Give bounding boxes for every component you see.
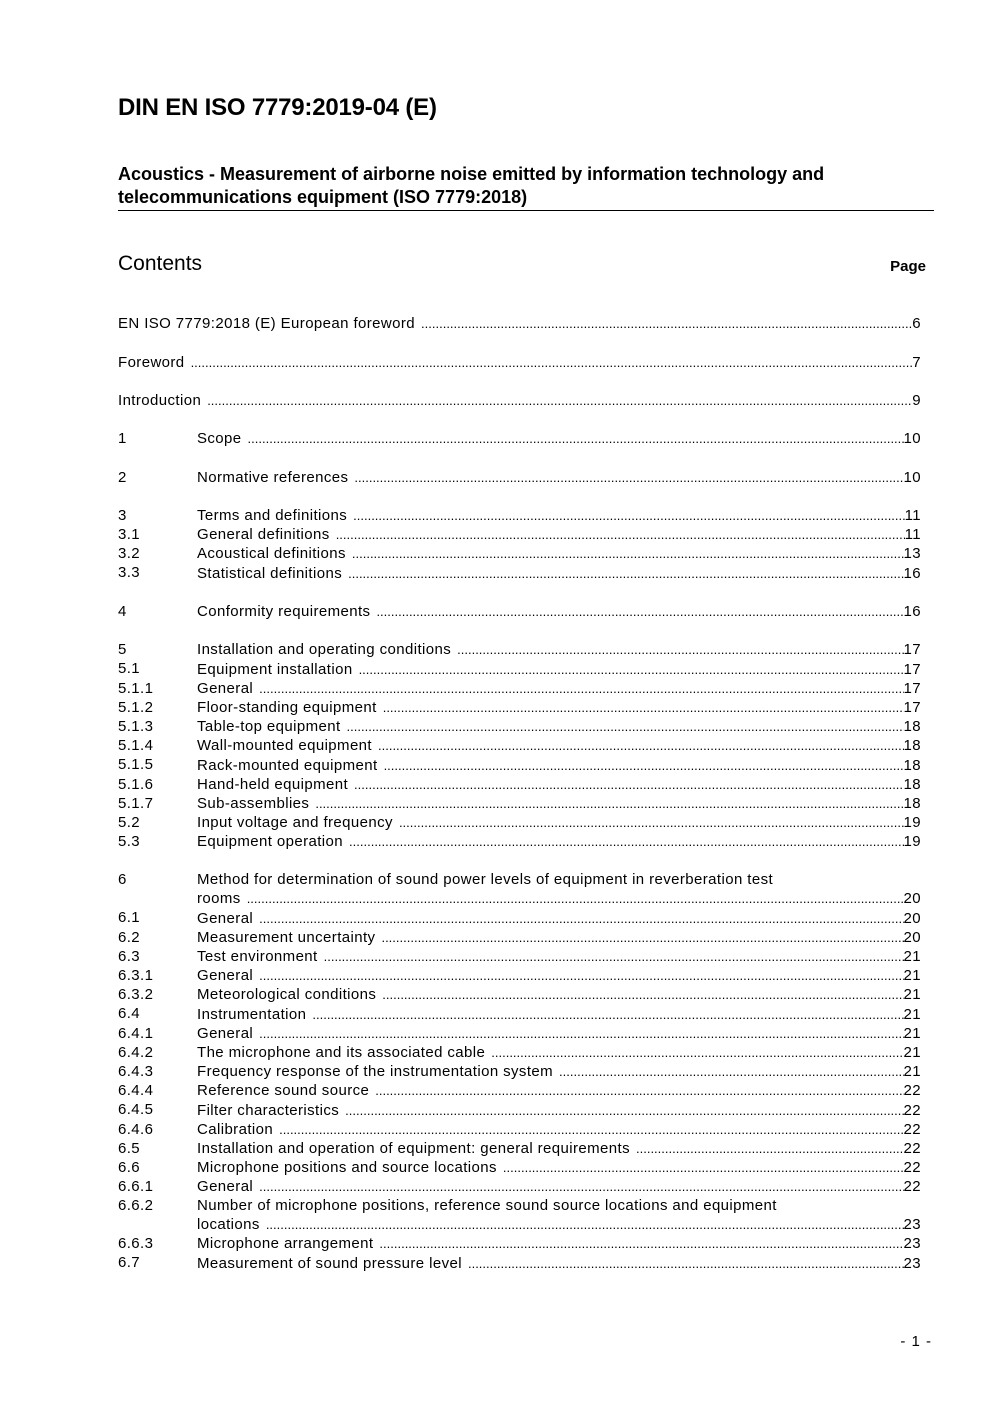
dot-leader [315, 794, 903, 813]
toc-entry-page: 22 [903, 1139, 921, 1157]
toc-entry-number: 5.3 [118, 833, 141, 851]
toc-entry-3[interactable] [118, 506, 921, 525]
toc-entry-page: 22 [903, 1159, 921, 1177]
toc-entry-number: 5.2 [118, 813, 141, 831]
toc-entry-number: 6.6 [118, 1158, 141, 1176]
dot-leader [259, 1177, 903, 1196]
toc-entry-5-1-3[interactable] [118, 717, 921, 736]
document-subtitle: Acoustics - Measurement of airborne noise emitted by information technology and telecommunications equipment (ISO 7779:2018) [118, 164, 825, 207]
toc-entry-title: General definitions [197, 526, 330, 544]
toc-entry-title: Table-top equipment [197, 718, 341, 736]
toc-entry-number: 5.1.4 [118, 737, 154, 755]
toc-entry-number: 6.6.2 [118, 1197, 154, 1215]
toc-entry-title: Equipment operation [197, 833, 344, 851]
toc-entry-page: 21 [903, 986, 921, 1004]
dot-leader [336, 525, 905, 544]
toc-entry-page: 7 [912, 353, 921, 371]
toc-entry-number: 6.7 [118, 1254, 141, 1272]
toc-entry-title: Normative references [197, 468, 349, 486]
toc-entry-page: 21 [903, 948, 921, 965]
toc-entry-page: 19 [903, 814, 921, 832]
toc-entry-number: 5.1.2 [118, 698, 154, 716]
toc-entry-title: Sub-assemblies [197, 794, 310, 812]
dot-leader [636, 1139, 904, 1158]
dot-leader [247, 889, 904, 908]
toc-entry-title: General [197, 909, 254, 927]
toc-entry-title: General [197, 679, 254, 697]
toc-entry-page: 16 [903, 564, 921, 582]
contents-heading: Contents [118, 252, 203, 275]
toc-entry-4[interactable] [118, 602, 921, 621]
dot-leader [248, 429, 904, 448]
toc-entry-introduction[interactable] [118, 391, 921, 410]
toc-entry-number: 2 [118, 468, 127, 486]
toc-entry-3-2[interactable] [118, 544, 921, 563]
toc-entry-page: 21 [903, 1063, 921, 1081]
toc-entry-title: Measurement of sound pressure level [197, 1254, 462, 1272]
dot-leader [382, 985, 903, 1004]
toc-entry-title: Introduction [118, 391, 202, 409]
header-rule [118, 210, 934, 211]
toc-entry-page: 21 [903, 1005, 921, 1023]
toc-entry-title: Installation and operation of equipment: general requirements [197, 1139, 630, 1157]
toc-entry-page: 22 [903, 1120, 921, 1138]
toc-entry-page: 22 [903, 1178, 921, 1196]
toc-entry-title: Hand-held equipment [197, 775, 349, 793]
toc-entry-5-1[interactable] [118, 659, 921, 678]
dot-leader [468, 1254, 904, 1273]
toc-entry-page: 22 [903, 1082, 921, 1100]
toc-entry-page: 17 [903, 641, 921, 659]
toc-entry-number: 6.6.3 [118, 1235, 154, 1253]
toc-entry-title: Test environment [197, 948, 318, 965]
toc-entry-number: 3.3 [118, 564, 141, 582]
toc-entry-title: Terms and definitions [197, 507, 348, 525]
toc-entry-page: 21 [903, 967, 921, 985]
toc-entry-title: Reference sound source [197, 1082, 370, 1100]
toc-entry-page: 11 [904, 507, 921, 525]
dot-leader [503, 1158, 904, 1177]
toc-entry-title: General [197, 1024, 254, 1042]
toc-entry-5-1-4[interactable] [118, 736, 921, 755]
page-number: - 1 - [900, 1333, 932, 1350]
dot-leader [259, 1024, 903, 1043]
toc-entry-6-6[interactable] [118, 1158, 921, 1177]
toc-entry-title: Foreword [118, 353, 185, 371]
toc-entry-page: 23 [903, 1254, 921, 1272]
toc-entry-page: 13 [903, 545, 921, 563]
dot-leader [384, 756, 904, 775]
dot-leader [349, 832, 903, 851]
dot-leader [381, 928, 903, 947]
toc-entry-page: 21 [903, 1024, 921, 1042]
dot-leader [345, 1101, 903, 1120]
toc-entry-3-3[interactable] [118, 563, 921, 582]
toc-entry-title: Microphone positions and source locations [197, 1159, 497, 1177]
toc-entry-page: 18 [903, 775, 921, 793]
toc-entry-5-3[interactable] [118, 832, 921, 851]
toc-entry-title-continued: locations [197, 1216, 260, 1234]
toc-entry-title: EN ISO 7779:2018 (E) European foreword [118, 315, 416, 333]
dot-leader [421, 314, 912, 333]
dot-leader [259, 909, 903, 928]
dot-leader [347, 717, 904, 736]
toc-entry-number: 6.3.1 [118, 967, 154, 984]
toc-entry-number: 6.3.2 [118, 986, 154, 1004]
dot-leader [191, 353, 913, 372]
toc-entry-page: 10 [903, 430, 921, 448]
toc-entry-5[interactable] [118, 640, 921, 659]
toc-entry-number: 5 [118, 641, 127, 659]
toc-entry-number: 4 [118, 602, 127, 620]
dot-leader [259, 679, 903, 698]
toc-entry-number: 6 [118, 871, 127, 889]
toc-entry-number: 6.3 [118, 947, 141, 965]
dot-leader [375, 1081, 903, 1100]
toc-entry-6-4-1[interactable] [118, 1024, 921, 1043]
toc-entry-page: 21 [903, 1043, 921, 1061]
toc-entry-6-4-3[interactable] [118, 1062, 921, 1081]
toc-entry-number: 5.1 [118, 660, 141, 678]
toc-entry-page: 18 [903, 737, 921, 755]
toc-entry-6[interactable] [118, 870, 921, 908]
toc-entry-page: 17 [903, 698, 921, 716]
dot-leader [378, 736, 904, 755]
toc-entry-6-4[interactable] [118, 1004, 921, 1023]
toc-entry-page: 17 [903, 660, 921, 678]
toc-entry-number: 6.4.2 [118, 1043, 154, 1061]
toc-entry-5-1-5[interactable] [118, 755, 921, 774]
toc-entry-page: 20 [903, 890, 921, 908]
toc-entry-number: 1 [118, 430, 127, 448]
toc-entry-title: The microphone and its associated cable [197, 1043, 486, 1061]
toc-entry-number: 6.4 [118, 1005, 141, 1023]
toc-entry-title: Wall-mounted equipment [197, 737, 372, 755]
toc-entry-title: Frequency response of the instrumentation system [197, 1063, 554, 1081]
dot-leader [312, 1005, 903, 1024]
toc-entry-6-4-2[interactable] [118, 1043, 921, 1062]
table-of-contents [118, 314, 921, 1273]
toc-entry-page: 23 [903, 1216, 921, 1234]
dot-leader [279, 1120, 903, 1139]
toc-entry-title: Acoustical definitions [197, 545, 346, 563]
toc-entry-page: 17 [903, 679, 921, 697]
dot-leader [491, 1043, 903, 1062]
dot-leader [348, 564, 903, 583]
dot-leader [266, 1215, 904, 1234]
toc-entry-6-3[interactable] [118, 947, 921, 966]
toc-entry-title: Input voltage and frequency [197, 814, 393, 832]
dot-leader [324, 947, 904, 966]
dot-leader [376, 602, 903, 621]
toc-entry-page: 20 [903, 928, 921, 946]
toc-section-entries [118, 429, 921, 1273]
toc-entry-title: Instrumentation [197, 1005, 307, 1023]
toc-entry-page: 16 [903, 603, 921, 620]
toc-entry-6-2[interactable] [118, 928, 921, 947]
toc-entry-title-continued: rooms [197, 890, 241, 908]
toc-entry-page: 23 [903, 1235, 921, 1253]
toc-entry-6-7[interactable] [118, 1253, 921, 1272]
toc-entry-title: General [197, 967, 254, 985]
toc-entry-page: 22 [903, 1101, 921, 1119]
toc-entry-page: 9 [912, 391, 921, 409]
toc-entry-title: Meteorological conditions [197, 986, 377, 1004]
toc-entry-6-3-1[interactable] [118, 966, 921, 985]
toc-entry-number: 3 [118, 506, 127, 524]
toc-entry-number: 6.2 [118, 928, 141, 946]
toc-entry-title: Conformity requirements [197, 603, 371, 620]
toc-entry-number: 5.1.6 [118, 775, 154, 793]
toc-entry-5-1-7[interactable] [118, 794, 921, 813]
toc-entry-number: 5.1.5 [118, 756, 154, 774]
toc-entry-2[interactable] [118, 468, 921, 487]
dot-leader [259, 966, 903, 985]
toc-entry-6-5[interactable] [118, 1139, 921, 1158]
toc-entry-title: General [197, 1178, 254, 1196]
toc-entry-3-1[interactable] [118, 525, 921, 544]
toc-entry-title: Equipment installation [197, 660, 353, 678]
dot-leader [559, 1062, 903, 1081]
toc-entry-number: 6.6.1 [118, 1178, 154, 1196]
toc-entry-title: Measurement uncertainty [197, 928, 376, 946]
toc-entry-page: 11 [904, 526, 921, 544]
dot-leader [383, 698, 904, 717]
toc-entry-title: Calibration [197, 1120, 274, 1138]
dot-leader [359, 660, 904, 679]
toc-entry-5-2[interactable] [118, 813, 921, 832]
toc-entry-number: 3.2 [118, 545, 141, 563]
toc-entry-6-6-2[interactable] [118, 1196, 921, 1234]
toc-entry-title: Microphone arrangement [197, 1235, 374, 1253]
toc-entry-number: 6.4.3 [118, 1062, 154, 1080]
toc-entry-6-6-1[interactable] [118, 1177, 921, 1196]
toc-entry-title: Filter characteristics [197, 1101, 340, 1119]
toc-entry-title: Installation and operating conditions [197, 641, 452, 659]
toc-entry-5-1-6[interactable] [118, 775, 921, 794]
toc-entry-6-4-4[interactable] [118, 1081, 921, 1100]
toc-entry-5-1-1[interactable] [118, 679, 921, 698]
toc-entry-6-4-5[interactable] [118, 1100, 921, 1119]
dot-leader [399, 813, 904, 832]
toc-entry-title: Floor-standing equipment [197, 698, 377, 716]
toc-entry-page: 18 [903, 756, 921, 774]
dot-leader [352, 544, 904, 563]
toc-entry-page: 6 [912, 315, 921, 333]
toc-entry-page: 18 [903, 794, 921, 812]
toc-entry-number: 5.1.1 [118, 679, 154, 697]
dot-leader [354, 468, 903, 487]
dot-leader [207, 391, 912, 410]
toc-entry-number: 6.5 [118, 1139, 141, 1157]
toc-entry-page: 10 [903, 468, 921, 486]
dot-leader [457, 640, 903, 659]
toc-entry-number: 5.1.7 [118, 794, 154, 812]
toc-entry-title: Method for determination of sound power levels of equipment in reverberation test [197, 871, 774, 889]
toc-entry-number: 6.4.5 [118, 1101, 154, 1119]
toc-entry-6-6-3[interactable] [118, 1234, 921, 1253]
toc-entry-6-3-2[interactable] [118, 985, 921, 1004]
toc-entry-page: 19 [903, 833, 921, 851]
toc-entry-title: Scope [197, 430, 242, 448]
toc-entry-page: 18 [903, 718, 921, 736]
toc-entry-6-4-6[interactable] [118, 1120, 921, 1139]
toc-entry-number: 6.4.4 [118, 1082, 154, 1100]
dot-leader [354, 775, 903, 794]
toc-entry-number: 6.4.6 [118, 1120, 154, 1138]
toc-entry-number: 5.1.3 [118, 717, 154, 735]
toc-entry-number: 6.1 [118, 909, 141, 927]
page-column-label: Page [890, 258, 926, 275]
toc-entry-title: Number of microphone positions, reference sound source locations and equipment [197, 1197, 777, 1215]
toc-entry-page: 20 [903, 909, 921, 927]
toc-entry-number: 3.1 [118, 526, 141, 544]
toc-entry-title: Statistical definitions [197, 564, 343, 582]
toc-entry-number: 6.4.1 [118, 1024, 154, 1042]
toc-entry-foreword[interactable] [118, 352, 921, 371]
toc-entry-title: Rack-mounted equipment [197, 756, 378, 774]
dot-leader [353, 506, 904, 525]
document-id: DIN EN ISO 7779:2019-04 (E) [118, 94, 437, 121]
dot-leader [379, 1234, 903, 1253]
toc-entry-1[interactable] [118, 429, 921, 448]
toc-entry-6-1[interactable] [118, 908, 921, 927]
toc-entry-european-foreword[interactable] [118, 314, 921, 333]
toc-entry-5-1-2[interactable] [118, 698, 921, 717]
